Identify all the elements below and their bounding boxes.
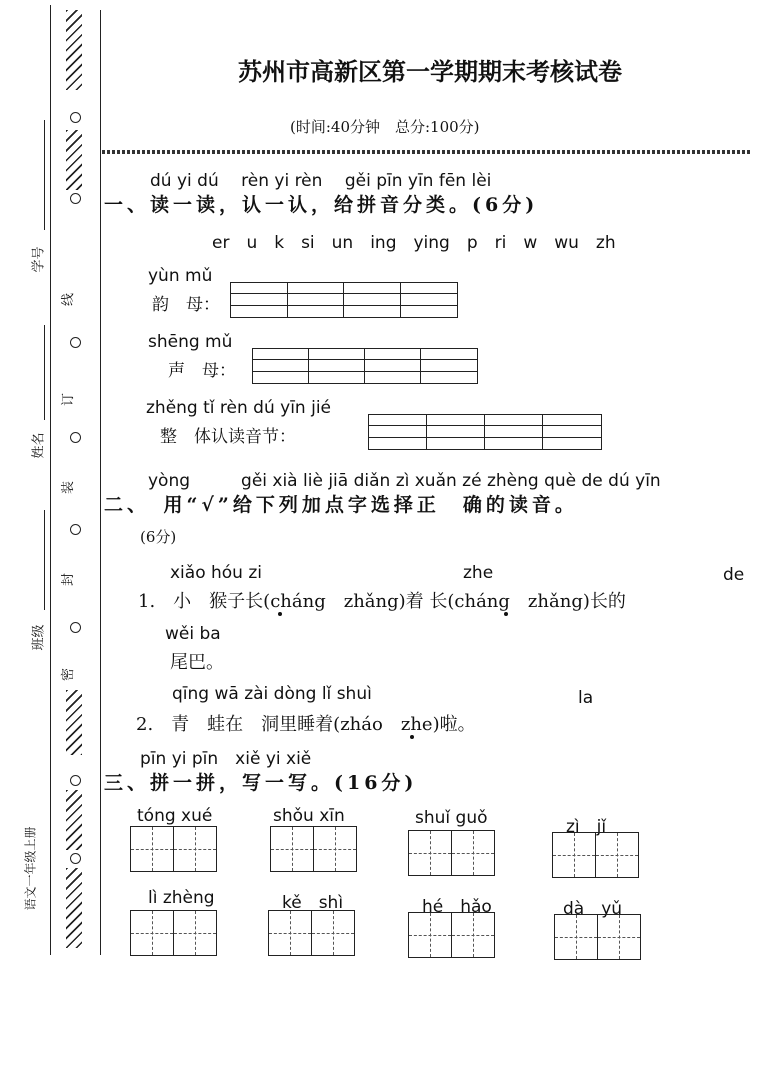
writing-box[interactable] (554, 914, 641, 960)
writing-box[interactable] (552, 832, 639, 878)
binding-circle (70, 432, 81, 443)
zhengti-label: 整 体认读音节： (160, 427, 296, 447)
writing-box[interactable] (408, 830, 495, 876)
page-title: 苏州市高新区第一学期期末考核试卷 (238, 57, 622, 86)
word-pinyin: zì jǐ (566, 817, 607, 837)
binding-label-feng: 封 (61, 572, 77, 587)
zhengti-pinyin: zhěng tǐ rèn dú yīn jié (146, 398, 332, 418)
binding-label-xian: 线 (61, 292, 77, 307)
word-pinyin: shǒu xīn (273, 806, 345, 826)
q2-heading: 二、 用“√”给下列加点字选择正 确的读音。 (104, 494, 578, 516)
q1-letters: er u k si un ing ying p ri w wu zh (212, 233, 616, 253)
binding-line-right (100, 10, 101, 955)
yunmu-answer-grid[interactable] (230, 282, 458, 318)
q3-heading: 三、拼一拼，写一写。(16分) (104, 772, 418, 794)
binding-hatch (66, 790, 82, 850)
shengmu-label: 声 母： (168, 361, 236, 381)
word-pinyin: lì zhèng (148, 888, 215, 908)
yunmu-pinyin: yùn mǔ (148, 266, 213, 286)
binding-label-mi: 密 (61, 667, 77, 682)
binding-hatch (66, 868, 82, 948)
binding-circle (70, 193, 81, 204)
s2-pinyin-2: la (578, 688, 594, 708)
writing-box[interactable] (270, 826, 357, 872)
binding-circle (70, 622, 81, 633)
binding-circle (70, 853, 81, 864)
binding-label-zhuang: 装 (61, 480, 77, 495)
word-pinyin: shuǐ guǒ (415, 808, 488, 828)
word-pinyin: dà yǔ (563, 899, 623, 919)
student-id-label: 学号 (31, 246, 47, 273)
q1-heading: 一、读一读，认一认，给拼音分类。(6分) (104, 194, 539, 216)
s1-pinyin-4: wěi ba (165, 624, 221, 644)
s1-pinyin-1: xiǎo hóu zi (170, 563, 263, 583)
student-id-field[interactable] (44, 120, 45, 230)
writing-box[interactable] (130, 826, 217, 872)
s1-pinyin-2: zhe (463, 563, 494, 583)
writing-box[interactable] (130, 910, 217, 956)
binding-circle (70, 524, 81, 535)
emphasis-dot (410, 735, 414, 739)
binding-hatch (66, 130, 82, 190)
binding-circle (70, 775, 81, 786)
book-label: 语文一年级上册 (23, 826, 38, 911)
q3-pinyin: pīn yi pīn xiě yi xiě (140, 749, 312, 769)
emphasis-dot (278, 612, 282, 616)
sentence-1: 1. 小 猴子长(cháng zhǎng)着 长(cháng zhǎng)长的 (138, 591, 626, 612)
binding-hatch (66, 690, 82, 755)
binding-circle (70, 112, 81, 123)
class-label: 班级 (31, 624, 47, 651)
shengmu-answer-grid[interactable] (252, 348, 478, 384)
class-field[interactable] (44, 510, 45, 610)
name-field[interactable] (44, 325, 45, 420)
word-pinyin: kě shì (282, 893, 344, 913)
divider (102, 150, 752, 154)
binding-line-left (50, 5, 51, 955)
s1-pinyin-3: de (723, 565, 745, 585)
s2-pinyin-1: qīng wā zài dòng lǐ shuì (172, 684, 372, 704)
sentence-1-end: 尾巴。 (170, 652, 224, 673)
q2-score: (6分) (140, 528, 177, 546)
name-label: 姓名 (31, 432, 47, 459)
binding-circle (70, 337, 81, 348)
sentence-2: 2. 青 蛙在 洞里睡着(zháo zhe)啦。 (136, 714, 476, 735)
word-pinyin: hé hǎo (422, 897, 492, 917)
page-subtitle: (时间:40分钟 总分:100分) (290, 118, 480, 136)
emphasis-dot (504, 612, 508, 616)
shengmu-pinyin: shēng mǔ (148, 332, 233, 352)
writing-box[interactable] (408, 912, 495, 958)
q2-pinyin: yòng gěi xià liè jiā diǎn zì xuǎn zé zhèng què de dú yīn (148, 471, 661, 491)
q1-pinyin: dú yi dú rèn yi rèn gěi pīn yīn fēn lèi (150, 171, 492, 191)
yunmu-label: 韵 母： (152, 295, 220, 315)
word-pinyin: tóng xué (137, 806, 213, 826)
binding-label-ding: 订 (61, 392, 77, 407)
zhengti-answer-grid[interactable] (368, 414, 602, 450)
writing-box[interactable] (268, 910, 355, 956)
